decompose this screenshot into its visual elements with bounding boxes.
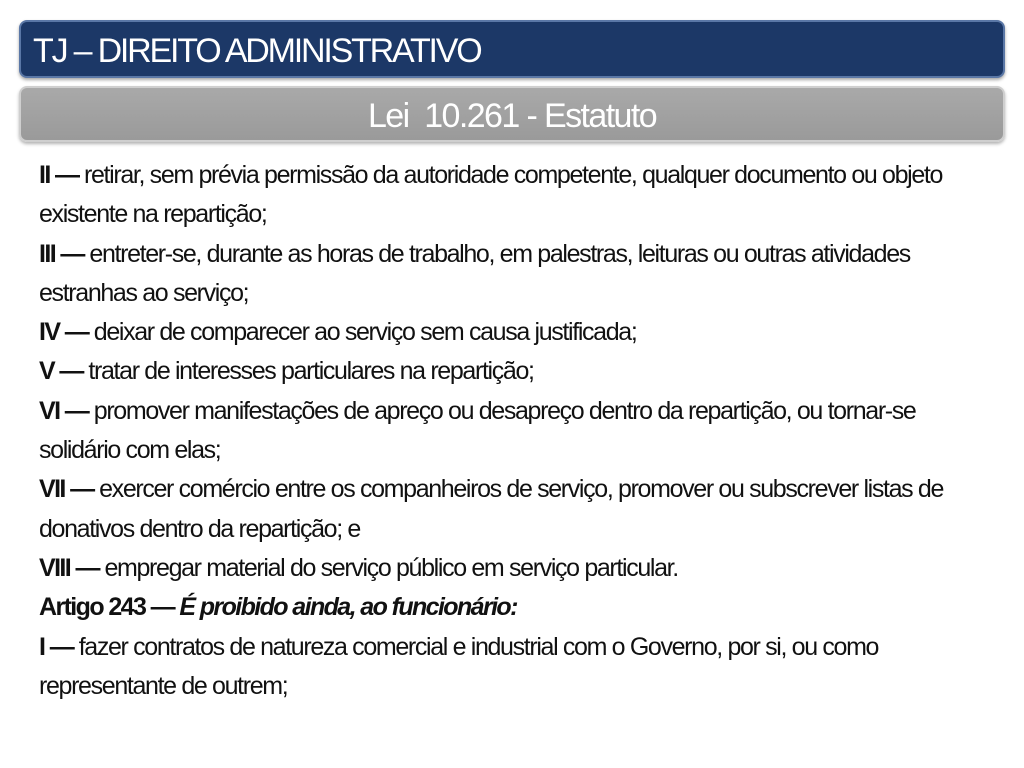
paragraph-vii [39,470,999,549]
paragraph-marker: IV — [39,318,89,347]
paragraph-viii [39,549,999,588]
page-subtitle: Lei 10.261 - Estatuto [367,97,657,135]
slide-content [39,156,999,706]
paragraph-marker: VIII — [39,553,99,582]
paragraph-text: tratar de interesses particulares na repartição; [82,357,534,386]
paragraph-artigo-243 [39,588,999,627]
page-title: TJ – DIREITO ADMINISTRATIVO [33,32,481,70]
paragraph-text: promover manifestações de apreço ou desapreço dentro da repartição, ou tornar-se solidário com elas; [39,396,916,465]
paragraph-marker: VII — [39,475,94,504]
paragraph-marker: Artigo 243 — [39,593,174,622]
paragraph-marker: I — [39,632,74,661]
paragraph-marker: II — [39,161,79,189]
subtitle-bar [19,86,1005,142]
paragraph-text: retirar, sem prévia permissão da autoridade competente, qualquer documento ou objeto existente na repartição; [39,161,943,229]
paragraph-iv [39,313,999,352]
paragraph-text: entreter-se, durante as horas de trabalho, em palestras, leituras ou outras atividades estranhas ao serviço; [39,239,910,307]
title-bar [19,20,1005,78]
paragraph-text: deixar de comparecer ao serviço sem causa justificada; [88,318,637,347]
paragraph-marker: V — [39,357,83,386]
paragraph-i [39,628,999,707]
paragraph-text: fazer contratos de natureza comercial e industrial com o Governo, por si, ou como representante de outrem; [39,632,879,700]
paragraph-ii [39,156,999,235]
paragraph-iii [39,235,999,314]
paragraph-v [39,352,999,391]
paragraph-marker: III — [39,239,84,268]
paragraph-text: empregar material do serviço público em serviço particular. [98,553,678,582]
paragraph-marker: VI — [39,396,89,425]
paragraph-emphasis: É proibido ainda, ao funcionário: [174,593,517,622]
paragraph-vi [39,392,999,471]
paragraph-text: exercer comércio entre os companheiros de serviço, promover ou subscrever listas de donativos dentro da repartição; e [39,475,944,543]
